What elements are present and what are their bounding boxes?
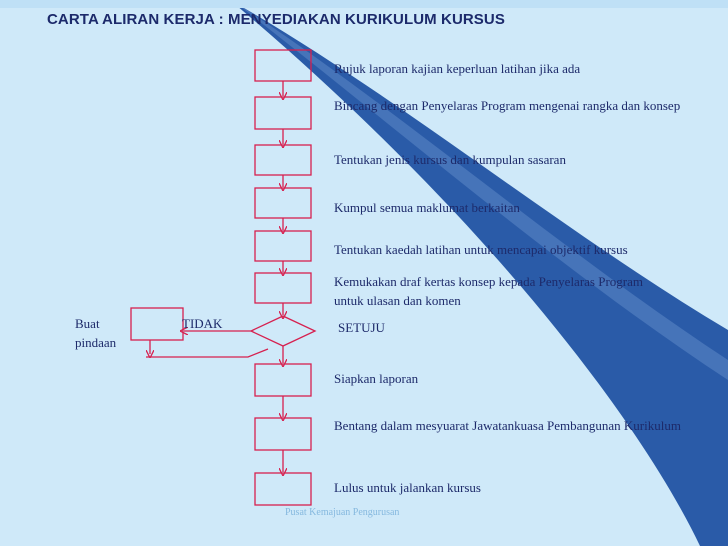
process-box-6 — [255, 273, 311, 303]
process-box-9 — [255, 418, 311, 450]
step-label-3: Tentukan jenis kursus dan kumpulan sasaran — [334, 152, 566, 167]
process-box-3 — [255, 145, 311, 175]
step-label-5: Tentukan kaedah latihan untuk mencapai objektif kursus — [334, 242, 628, 257]
step-label-1: Rujuk laporan kajian keperluan latihan jika ada — [334, 61, 581, 76]
process-box-2 — [255, 97, 311, 129]
no-branch-label: TIDAK — [182, 316, 223, 331]
step-label-2: Bincang dengan Penyelaras Program mengenai rangka dan konsep — [334, 98, 681, 113]
revise-return-line — [146, 349, 268, 357]
page-title: CARTA ALIRAN KERJA : MENYEDIAKAN KURIKULUM KURSUS — [47, 11, 505, 28]
process-box-10 — [255, 473, 311, 505]
process-box-8 — [255, 364, 311, 396]
process-box-1 — [255, 50, 311, 81]
step-label-8: Siapkan laporan — [334, 371, 419, 386]
decision-label: SETUJU — [338, 320, 385, 335]
step-label-4: Kumpul semua maklumat berkaitan — [334, 200, 520, 215]
step-label-10: Lulus untuk jalankan kursus — [334, 480, 481, 495]
step-label-9: Bentang dalam mesyuarat Jawatankuasa Pembangunan Kurikulum — [334, 418, 681, 433]
step-label-6: Kemukakan draf kertas konsep kepada Penyelaras Program untuk ulasan dan komen — [334, 274, 643, 308]
decision-diamond — [251, 316, 315, 346]
revise-box — [131, 308, 183, 340]
process-box-4 — [255, 188, 311, 218]
revise-label: Buat pindaan — [75, 316, 117, 350]
footer-text: Pusat Kemajuan Pengurusan — [285, 507, 400, 518]
process-box-5 — [255, 231, 311, 261]
